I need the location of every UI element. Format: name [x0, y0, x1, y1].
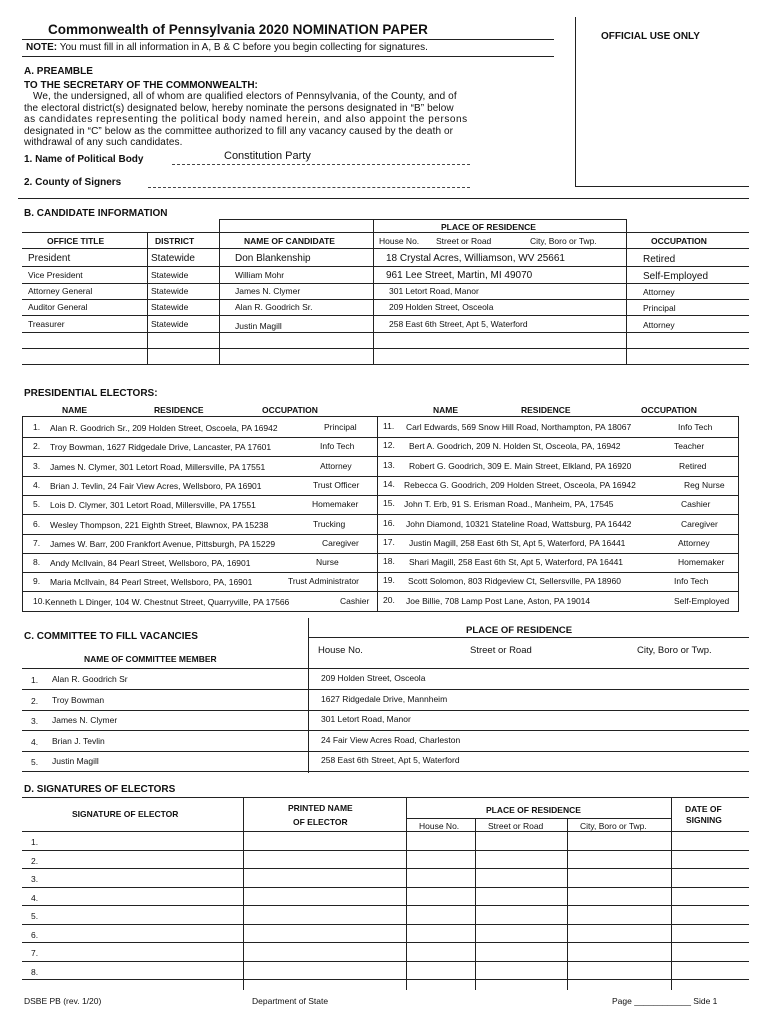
candidate-district[interactable]: Statewide: [151, 253, 195, 264]
signature-row-number: 3.: [31, 874, 39, 884]
elector-occupation[interactable]: Cashier: [340, 595, 370, 606]
candidate-district[interactable]: Statewide: [151, 270, 189, 280]
elector-entry[interactable]: Andy McIlvain, 84 Pearl Street, Wellsboro, PA, 16901: [50, 558, 251, 569]
signature-field[interactable]: [44, 888, 242, 905]
col-district: DISTRICT: [155, 236, 195, 246]
elector-entry[interactable]: John T. Erb, 91 S. Erisman Road., Manheim, PA, 17545: [404, 499, 614, 510]
elector-occupation[interactable]: Attorney: [320, 460, 352, 471]
signature-row-number: 1.: [31, 837, 39, 847]
sig-col-signature: SIGNATURE OF ELECTOR: [72, 809, 179, 819]
elector-number: 9.: [33, 576, 41, 587]
elector-occupation[interactable]: Info Tech: [678, 422, 713, 432]
candidate-occupation[interactable]: Principal: [643, 303, 676, 313]
committee-member-name[interactable]: Justin Magill: [52, 756, 99, 766]
section-a-heading: A. PREAMBLE: [24, 66, 93, 77]
political-body-value[interactable]: Constitution Party: [224, 150, 311, 162]
candidate-residence[interactable]: 258 East 6th Street, Apt 5, Waterford: [389, 319, 528, 329]
col-office-title: OFFICE TITLE: [47, 236, 105, 246]
rule: [22, 283, 749, 284]
elector-number: 1.: [33, 422, 41, 432]
rule: [22, 315, 749, 316]
candidate-occupation[interactable]: Self-Employed: [643, 271, 709, 282]
electors-heading: PRESIDENTIAL ELECTORS:: [24, 388, 158, 399]
elector-entry[interactable]: Kenneth L Dinger, 104 W. Chestnut Street, Quarryville, PA 17566: [45, 596, 290, 607]
residence-field[interactable]: [407, 832, 670, 849]
date-field[interactable]: [672, 832, 748, 849]
col-occupation: OCCUPATION: [651, 236, 707, 246]
elector-entry[interactable]: Brian J. Tevlin, 24 Fair View Acres, Wellsboro, PA 16901: [50, 480, 262, 491]
elector-occupation[interactable]: Homemaker: [678, 557, 725, 568]
committee-col-city: City, Boro or Twp.: [637, 645, 712, 656]
candidate-residence[interactable]: 209 Holden Street, Osceola: [389, 302, 494, 312]
elector-occupation[interactable]: Info Tech: [320, 441, 355, 452]
candidate-office[interactable]: Auditor General: [28, 302, 88, 312]
signature-field[interactable]: [44, 832, 242, 849]
preamble-to: TO THE SECRETARY OF THE COMMONWEALTH:: [24, 80, 258, 91]
sig-col-city: City, Boro or Twp.: [580, 821, 647, 831]
elector-number: 20.: [383, 594, 395, 605]
printed-name-field[interactable]: [244, 943, 405, 960]
political-body-label: 1. Name of Political Body: [24, 154, 144, 165]
preamble-line: We, the undersigned, all of whom are qualified electors of Pennsylvania, of the County, and of: [33, 91, 457, 102]
elector-entry[interactable]: Joe Billie, 708 Lamp Post Lane, Aston, PA 19014: [406, 595, 591, 606]
printed-name-field[interactable]: [244, 832, 405, 849]
rule: [22, 495, 739, 496]
committee-number: 4.: [31, 736, 39, 747]
elector-number: 7.: [33, 537, 41, 548]
candidate-occupation[interactable]: Attorney: [643, 287, 675, 297]
rule: [22, 299, 749, 300]
elector-number: 19.: [383, 575, 395, 586]
residence-field[interactable]: [407, 906, 670, 923]
candidate-district[interactable]: Statewide: [151, 302, 189, 312]
rule: [22, 348, 749, 349]
elector-number: 5.: [33, 499, 41, 510]
printed-name-field[interactable]: [244, 906, 405, 923]
section-d-heading: D. SIGNATURES OF ELECTORS: [24, 784, 176, 795]
committee-member-residence[interactable]: 258 East 6th Street, Apt 5, Waterford: [321, 755, 460, 765]
rule: [22, 332, 749, 333]
printed-name-field[interactable]: [244, 869, 405, 886]
rule: [22, 572, 739, 573]
candidate-name[interactable]: Don Blankenship: [235, 253, 311, 264]
rule: [22, 266, 749, 267]
elector-entry[interactable]: Alan R. Goodrich Sr., 209 Holden Street, Oscoela, PA 16942: [50, 423, 278, 433]
elector-occupation[interactable]: Retired: [679, 460, 707, 471]
elector-number: 16.: [383, 517, 395, 528]
sig-col-printed-name: PRINTED NAME: [288, 803, 353, 813]
elector-occupation[interactable]: Cashier: [681, 499, 711, 510]
elector-entry[interactable]: John Diamond, 10321 Stateline Road, Wattsburg, PA 16442: [406, 518, 632, 529]
elector-entry[interactable]: Lois D. Clymer, 301 Letort Road, Millersville, PA 17551: [50, 500, 256, 511]
elector-occupation[interactable]: Trucking: [313, 518, 346, 529]
rule: [22, 553, 739, 554]
elector-entry[interactable]: Robert G. Goodrich, 309 E. Main Street, Elkland, PA 16920: [409, 460, 632, 471]
elector-occupation[interactable]: Teacher: [674, 441, 705, 452]
candidate-residence[interactable]: 18 Crystal Acres, Williamson, WV 25661: [386, 253, 565, 264]
elector-entry[interactable]: Wesley Thompson, 221 Eighth Street, Blawnox, PA 15238: [50, 519, 269, 530]
col-street: Street or Road: [436, 236, 492, 246]
committee-col-house: House No.: [318, 645, 363, 656]
elector-entry[interactable]: Maria McIlvain, 84 Pearl Street, Wellsboro, PA, 16901: [50, 577, 253, 588]
rule: [22, 751, 749, 752]
sig-col-of-elector: OF ELECTOR: [293, 817, 348, 827]
candidate-office[interactable]: President: [28, 253, 71, 264]
committee-member-name[interactable]: Troy Bowman: [52, 694, 105, 705]
signature-field[interactable]: [44, 869, 242, 886]
preamble-line: withdrawal of any such candidates.: [24, 137, 183, 148]
candidate-district[interactable]: Statewide: [151, 319, 189, 329]
rule: [22, 364, 749, 365]
committee-member-residence[interactable]: 1627 Ridgedale Drive, Mannheim: [321, 693, 448, 704]
residence-field[interactable]: [407, 888, 670, 905]
residence-field[interactable]: [407, 925, 670, 942]
rule: [22, 710, 749, 711]
elector-entry[interactable]: Justin Magill, 258 East 6th St, Apt 5, Waterford, PA 16441: [409, 537, 626, 548]
elector-occupation[interactable]: Info Tech: [674, 576, 709, 587]
candidate-occupation[interactable]: Attorney: [643, 320, 675, 330]
county-label: 2. County of Signers: [24, 177, 122, 188]
elector-occupation[interactable]: Caregiver: [322, 537, 359, 548]
electors-col-occupation-right: OCCUPATION: [641, 405, 697, 415]
section-b-heading: B. CANDIDATE INFORMATION: [24, 208, 168, 219]
elector-entry[interactable]: James W. Barr, 200 Frankfort Avenue, Pittsburgh, PA 15229: [50, 538, 276, 549]
rule: [22, 689, 749, 690]
page-number: Page ____________ Side 1: [612, 996, 718, 1006]
residence-field[interactable]: [407, 962, 670, 979]
elector-entry[interactable]: Rebecca G. Goodrich, 209 Holden Street, Osceola, PA 16942: [404, 479, 636, 490]
signature-field[interactable]: [44, 925, 242, 942]
elector-number: 11.: [383, 421, 395, 431]
elector-number: 6.: [33, 518, 41, 529]
electors-col-residence-right: RESIDENCE: [521, 405, 571, 415]
date-field[interactable]: [672, 925, 748, 942]
elector-occupation[interactable]: Caregiver: [681, 518, 718, 529]
sig-col-signing: SIGNING: [686, 815, 722, 825]
signature-field[interactable]: [44, 962, 242, 979]
rule: [22, 611, 739, 612]
elector-number: 2.: [33, 441, 41, 452]
sig-col-place: PLACE OF RESIDENCE: [486, 805, 581, 815]
committee-member-residence[interactable]: 24 Fair View Acres Road, Charleston: [321, 734, 461, 745]
form-number: DSBE PB (rev. 1/20): [24, 996, 102, 1006]
printed-name-field[interactable]: [244, 888, 405, 905]
elector-entry[interactable]: Bert A. Goodrich, 209 N. Holden St, Osceola, PA, 16942: [409, 441, 621, 452]
committee-member-residence[interactable]: 209 Holden Street, Osceola: [321, 673, 426, 683]
elector-occupation[interactable]: Principal: [324, 422, 357, 432]
rule: [22, 979, 749, 980]
candidate-occupation[interactable]: Retired: [643, 254, 676, 265]
sig-col-date: DATE OF: [685, 804, 722, 814]
department: Department of State: [252, 996, 329, 1006]
col-house-no: House No.: [379, 236, 420, 246]
signature-row-number: 2.: [31, 855, 39, 866]
signature-row-number: 4.: [31, 892, 39, 903]
signature-row-number: 8.: [31, 966, 39, 977]
date-field[interactable]: [672, 888, 748, 905]
signature-field[interactable]: [44, 906, 242, 923]
candidate-name[interactable]: Justin Magill: [235, 321, 282, 331]
rule: [22, 476, 739, 477]
elector-occupation[interactable]: Self-Employed: [674, 595, 730, 606]
electors-col-name-left: NAME: [62, 405, 88, 415]
committee-name-header: NAME OF COMMITTEE MEMBER: [84, 654, 217, 664]
elector-occupation[interactable]: Reg Nurse: [684, 479, 725, 490]
signature-row-number: 5.: [31, 911, 39, 921]
committee-member-name[interactable]: Brian J. Tevlin: [52, 735, 105, 746]
preamble-line: the electoral district(s) designated below, hereby nominate the persons designated in “B” below: [24, 102, 454, 114]
elector-occupation[interactable]: Attorney: [678, 537, 710, 548]
date-field[interactable]: [672, 943, 748, 960]
signature-row-number: 6.: [31, 929, 39, 940]
candidate-name[interactable]: William Mohr: [235, 270, 285, 280]
elector-entry[interactable]: Shari Magill, 258 East 6th St, Apt 5, Waterford, PA 16441: [409, 557, 624, 568]
candidate-office[interactable]: Attorney General: [28, 286, 93, 296]
residence-field[interactable]: [407, 851, 670, 868]
elector-number: 14.: [383, 478, 395, 489]
committee-place-header: PLACE OF RESIDENCE: [466, 625, 573, 636]
committee-member-residence[interactable]: 301 Letort Road, Manor: [321, 714, 411, 724]
place-of-residence-header: PLACE OF RESIDENCE: [441, 222, 536, 232]
electors-col-name-right: NAME: [433, 405, 459, 415]
date-field[interactable]: [672, 906, 748, 923]
candidate-residence[interactable]: 961 Lee Street, Martin, MI 49070: [386, 270, 533, 281]
elector-entry[interactable]: James N. Clymer, 301 Letort Road, Millersville, PA 17551: [50, 461, 266, 472]
rule: [22, 456, 739, 457]
signature-field[interactable]: [44, 943, 242, 960]
printed-name-field[interactable]: [244, 851, 405, 868]
elector-number: 10.: [33, 595, 45, 606]
date-field[interactable]: [672, 869, 748, 886]
rule: [22, 437, 739, 438]
elector-number: 13.: [383, 459, 395, 470]
committee-number: 2.: [31, 695, 39, 706]
elector-number: 15.: [383, 498, 395, 509]
elector-entry[interactable]: Carl Edwards, 569 Snow Hill Road, Northampton, PA 18067: [406, 422, 632, 432]
committee-number: 1.: [31, 675, 39, 685]
col-candidate-name: NAME OF CANDIDATE: [244, 236, 335, 246]
committee-member-name[interactable]: Alan R. Goodrich Sr: [52, 674, 128, 684]
note: [26, 42, 428, 53]
rule: [22, 534, 739, 535]
rule: [22, 771, 749, 772]
elector-number: 3.: [33, 460, 41, 471]
elector-number: 17.: [383, 536, 395, 547]
committee-col-street: Street or Road: [470, 645, 532, 656]
candidate-district[interactable]: Statewide: [151, 286, 189, 296]
elector-number: 18.: [383, 556, 395, 567]
printed-name-field[interactable]: [244, 962, 405, 979]
sig-col-street: Street or Road: [488, 821, 544, 831]
page-title: Commonwealth of Pennsylvania 2020 NOMINATION PAPER: [48, 22, 428, 37]
rule: [22, 591, 739, 592]
date-field[interactable]: [672, 962, 748, 979]
signature-field[interactable]: [44, 851, 242, 868]
signature-row-number: 7.: [31, 948, 39, 958]
elector-occupation[interactable]: Homemaker: [312, 499, 359, 510]
note-label: NOTE:: [26, 42, 58, 53]
electors-col-occupation-left: OCCUPATION: [262, 405, 318, 415]
candidate-residence[interactable]: 301 Letort Road, Manor: [389, 286, 479, 296]
note-text: You must fill in all information in A, B & C before you begin collecting for signatures.: [59, 42, 428, 53]
electors-col-residence-left: RESIDENCE: [154, 405, 204, 415]
rule: [22, 730, 749, 731]
elector-occupation[interactable]: Trust Officer: [313, 479, 360, 490]
elector-occupation[interactable]: Nurse: [316, 557, 339, 568]
candidate-name[interactable]: James N. Clymer: [235, 286, 301, 296]
committee-number: 5.: [31, 757, 39, 767]
candidate-name[interactable]: Alan R. Goodrich Sr.: [235, 302, 313, 312]
elector-number: 8.: [33, 557, 41, 568]
elector-entry[interactable]: Troy Bowman, 1627 Ridgedale Drive, Lancaster, PA 17601: [50, 442, 272, 453]
committee-member-name[interactable]: James N. Clymer: [52, 715, 118, 725]
candidate-office[interactable]: Vice President: [28, 270, 83, 280]
elector-number: 12.: [383, 440, 395, 451]
date-field[interactable]: [672, 851, 748, 868]
col-city: City, Boro or Twp.: [530, 236, 597, 246]
elector-number: 4.: [33, 479, 41, 490]
preamble-line: designated in “C” below as the committee authorized to fill any vacancy caused by the death or: [24, 125, 454, 137]
preamble-line: as candidates representing the political body named herein, and also appoint the persons: [24, 114, 468, 125]
elector-entry[interactable]: Scott Solomon, 803 Ridgeview Ct, Sellersville, PA 18960: [408, 576, 621, 587]
residence-field[interactable]: [407, 943, 670, 960]
committee-number: 3.: [31, 716, 39, 726]
printed-name-field[interactable]: [244, 925, 405, 942]
rule: [22, 514, 739, 515]
residence-field[interactable]: [407, 869, 670, 886]
elector-occupation[interactable]: Trust Administrator: [288, 576, 360, 587]
sig-col-house: House No.: [419, 821, 460, 831]
section-c-heading: C. COMMITTEE TO FILL VACANCIES: [24, 631, 198, 642]
official-use-label: OFFICIAL USE ONLY: [601, 31, 700, 42]
candidate-office[interactable]: Treasurer: [28, 319, 65, 329]
